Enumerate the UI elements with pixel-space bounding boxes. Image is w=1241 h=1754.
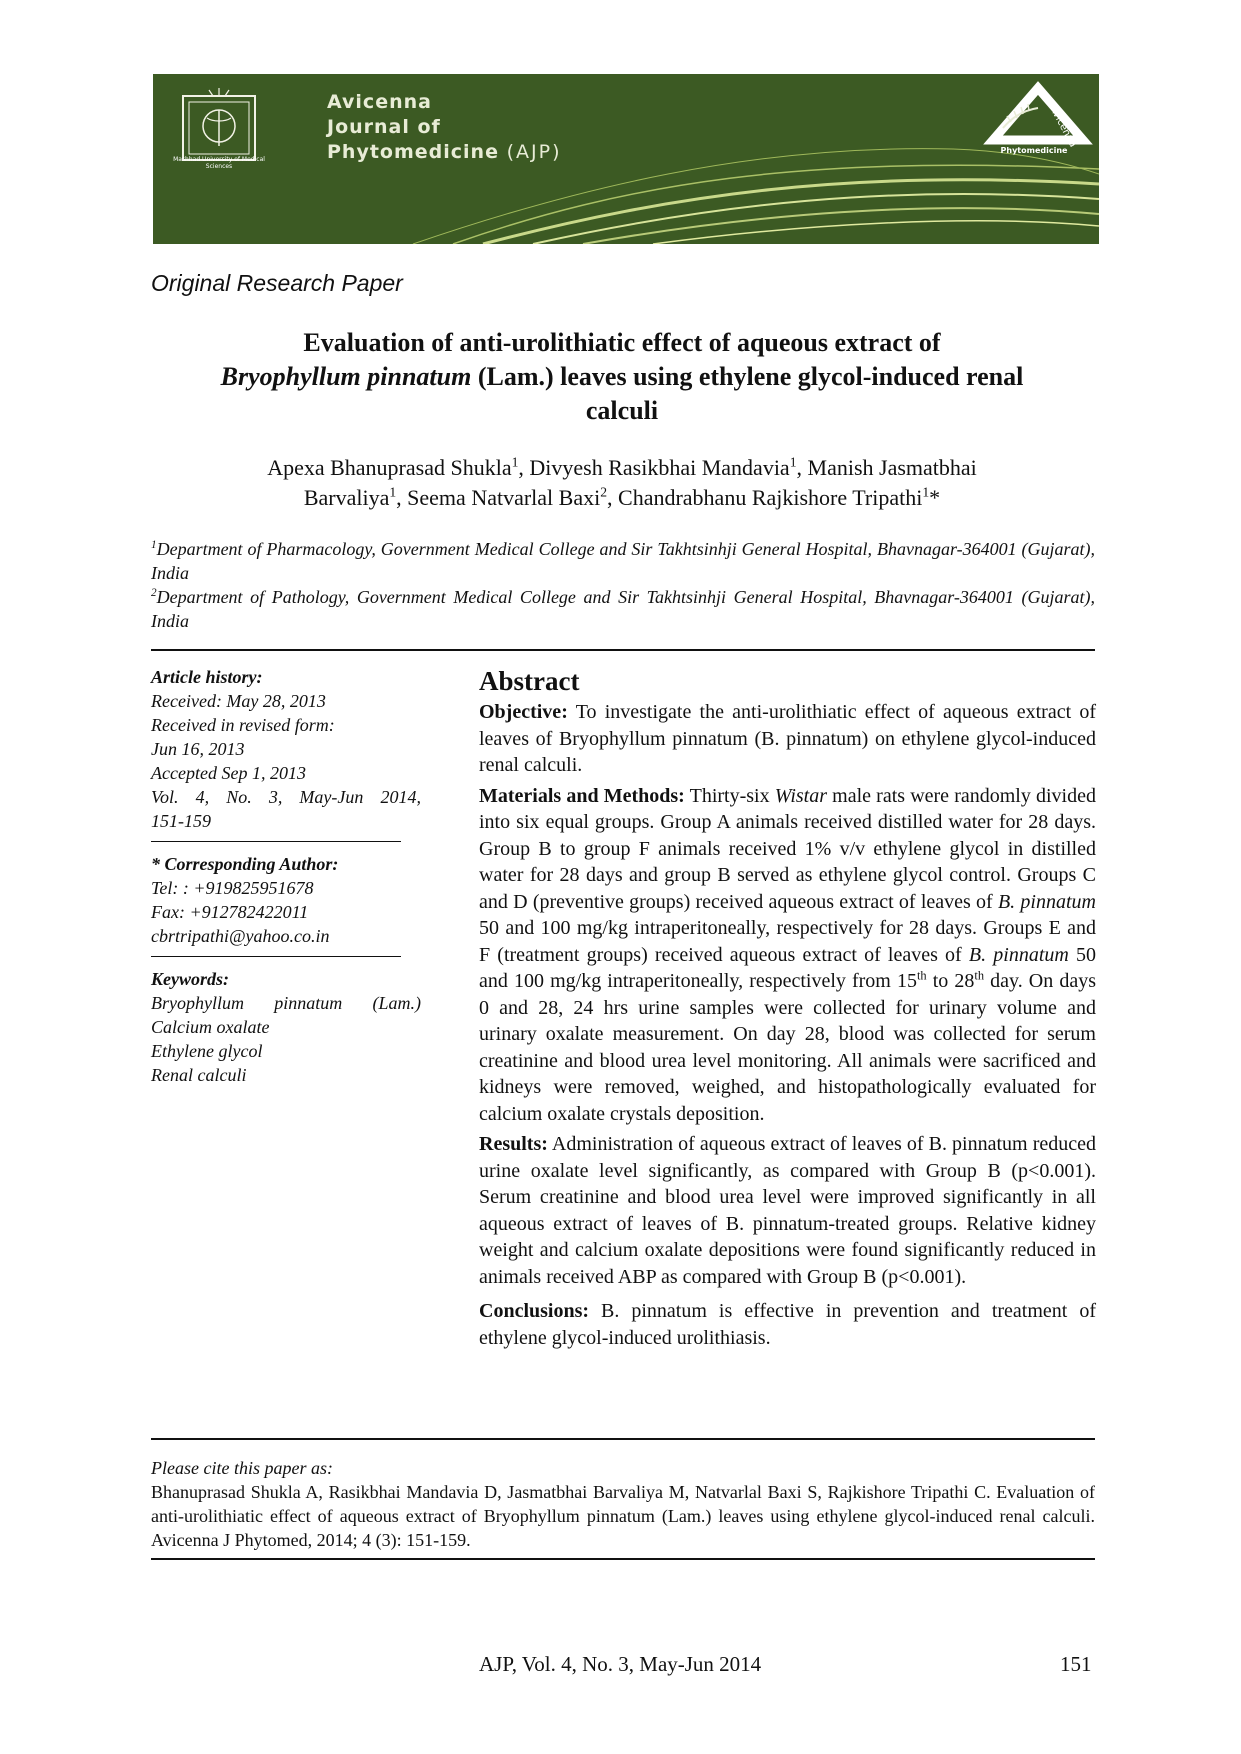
methods-text: 50 and 100 mg/kg intraperitoneally, respectively from 15 [479,943,1096,992]
methods-label: Materials and Methods: [479,784,685,807]
title-line3: calculi [585,396,659,425]
methods-wistar: Wistar [774,784,828,807]
divider-bottom [151,1558,1095,1560]
abstract [479,665,1096,1355]
author-3-affil: 1 [389,484,397,500]
journal-title [327,90,561,165]
paper-type: Original Research Paper [151,270,403,296]
abstract-objective [479,699,1096,779]
author-5-affil: 1 [922,484,930,500]
author-1-affil: 1 [511,454,519,470]
keyword-item: Ethylene glycol [151,1041,263,1061]
revised-date: Jun 16, 2013 [151,739,245,759]
footer-journal: AJP, Vol. 4, No. 3, May-Jun 2014 [479,1652,762,1676]
methods-species: B. pinnatum [997,890,1096,913]
divider-top [151,649,1095,651]
sidebar-divider-2 [151,956,401,957]
author-4: , Seema Natvarlal Baxi [396,485,601,510]
objective-text: To investigate the anti-urolithiatic effect of aqueous extract of leaves of Bryophyllum pinnatum (B. pinnatum) on ethylene glycol-induced renal calculi. [479,701,1096,776]
methods-text: day. On days 0 and 28, 24 hrs urine samples were collected for urinary volume and urinary oxalate measurement. On day 28, blood was collected for serum creatinine and blood urea level monitoring. All animals were sacrificed and kidneys were removed, weighed, and histopathologically evaluated for calcium oxalate crystals deposition. [479,970,1096,1125]
methods-text: 50 and 100 mg/kg intraperitoneally, respectively for 28 days. Groups E and F (treatment groups) received aqueous extract of leaves of [479,917,1096,966]
methods-text: male rats were randomly divided into six equal groups. Group A animals received distilled water for 28 days. Group B to group F animals received 1% v/v ethylene glycol in distilled water for 28 days and group B served as ethylene glycol control. Groups C and D (preventive groups) received aqueous extract of leaves of [479,784,1096,913]
history-heading: Article history: [151,667,263,687]
objective-label: Objective: [479,701,568,723]
title-line2: (Lam.) leaves using ethylene glycol-induced renal [471,362,1024,391]
keyword-item: Renal calculi [151,1065,247,1085]
keywords-heading: Keywords: [151,969,229,989]
accepted-date: Accepted Sep 1, 2013 [151,763,306,783]
citation-label: Please cite this paper as: [151,1458,333,1478]
keyword-item: Bryophyllum pinnatum (Lam.) [151,993,421,1013]
corresponding-tel: Tel: : +919825951678 [151,878,314,898]
author-2-affil: 1 [789,454,797,470]
journal-title-line3: Phytomedicine [327,141,499,163]
page-range: 151-159 [151,811,211,831]
volume-info: Vol. 4, No. 3, May-Jun 2014, [151,787,421,807]
abstract-results [479,1131,1096,1290]
abstract-methods [479,783,1096,1128]
author-3-cont: Barvaliya [303,485,390,510]
author-5: , Chandrabhanu Rajkishore Tripathi [607,485,923,510]
methods-text: Thirty-six [684,784,775,807]
corresponding-email[interactable]: cbrtripathi@yahoo.co.in [151,926,330,946]
title-line1: Evaluation of anti-urolithiatic effect of aqueous extract of [303,328,941,357]
results-text: Administration of aqueous extract of leaves of B. pinnatum reduced urine oxalate level significantly, as compared with Group B (p<0.001). Serum creatinine and blood urea level were improved significantly in all aqueous extract of leaves of B. pinnatum-treated groups. Relative kidney weight and calcium oxalate depositions were found significantly reduced in animals received ABP as compared with Group B (p<0.001). [479,1133,1096,1288]
journal-title-line2: Journal of [327,116,441,138]
author-1: Apexa Bhanuprasad Shukla [267,455,512,480]
banner-swoosh-graphic [153,74,1099,244]
journal-banner [153,74,1099,244]
affiliation-1 [151,537,1095,585]
affiliation-2 [151,585,1095,633]
university-logo-text: Mashhad University of Medical Sciences [173,156,265,170]
corresponding-fax: Fax: +912782422011 [151,902,309,922]
title-species: Bryophyllum pinnatum [220,362,472,391]
journal-logo-name: Phytomedicine [1000,146,1068,155]
corresponding-mark: * [929,485,941,510]
results-label: Results: [479,1133,548,1155]
sidebar-divider-1 [151,841,401,842]
journal-logo-sub: Journal of [1020,138,1048,144]
author-3: , Manish Jasmatbhai [796,455,977,480]
author-2: , Divyesh Rasikbhai Mandavia [518,455,790,480]
author-4-affil: 2 [600,484,608,500]
journal-logo-word: Avicenna [1047,104,1079,150]
article-title [150,326,1094,428]
abstract-heading: Abstract [479,666,580,696]
methods-text: to 28 [926,970,975,992]
conclusions-label: Conclusions: [479,1300,590,1322]
citation-text: Bhanuprasad Shukla A, Rasikbhai Mandavia D, Jasmatbhai Barvaliya M, Natvarlal Baxi S, Rajkishore Tripathi C. Evaluation of anti-urolithiatic effect of aqueous extract of Bryophyllum pinnatum (Lam.) leaves using ethylene glycol-induced renal calculi. Avicenna J Phytomed, 2014; 4 (3): 151-159. [151,1482,1095,1550]
affiliations [151,537,1095,633]
corresponding-heading: * Corresponding Author: [151,854,339,874]
divider-middle [151,1438,1095,1440]
revised-label: Received in revised form: [151,715,335,735]
affiliation-1-text: Department of Pharmacology, Government Medical College and Sir Takhtsinhji General Hospital, Bhavnagar-364001 (Gujarat), India [151,539,1095,583]
methods-ordinal: th [916,968,927,983]
abstract-conclusions [479,1298,1096,1351]
methods-ordinal: th [974,968,985,983]
article-info-sidebar [151,665,421,1087]
citation-block [151,1456,1095,1552]
affiliation-1-number: 1 [151,539,157,551]
conclusions-text: B. pinnatum is effective in prevention and treatment of ethylene glycol-induced urolithiasis. [479,1300,1096,1349]
received-date: Received: May 28, 2013 [151,691,326,711]
affiliation-2-text: Department of Pathology, Government Medical College and Sir Takhtsinhji General Hospital, Bhavnagar-364001 (Gujarat), India [151,587,1095,631]
keyword-item: Calcium oxalate [151,1017,270,1037]
page-number: 151 [1060,1652,1092,1676]
methods-species: B. pinnatum [968,943,1069,966]
affiliation-2-number: 2 [151,587,157,599]
journal-title-line1: Avicenna [327,91,432,113]
author-list [150,453,1094,513]
journal-abbr: (AJP) [506,141,562,163]
journal-logo [983,78,1093,178]
